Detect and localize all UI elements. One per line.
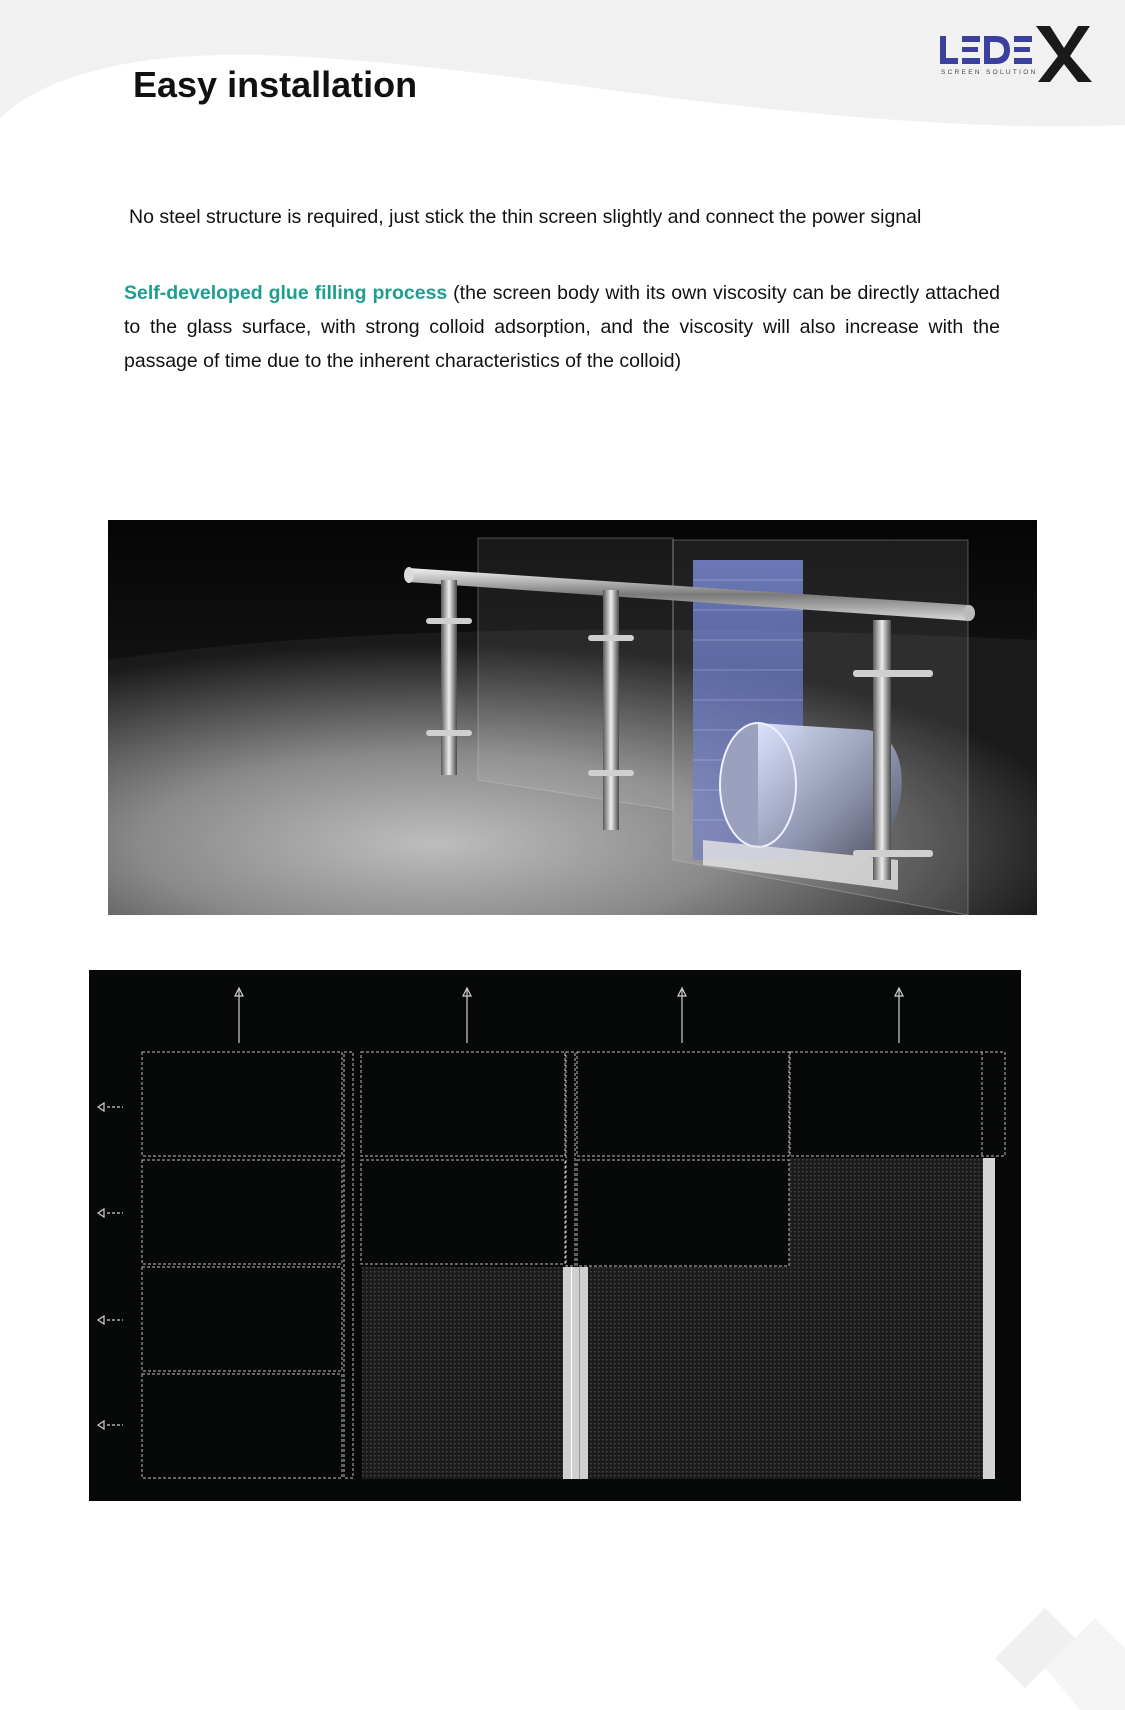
panel-layout-diagram xyxy=(89,970,1021,1501)
brand-logo xyxy=(938,24,1108,84)
page-title: Easy installation xyxy=(133,64,418,105)
intro-text: No steel structure is required, just stick the thin screen slightly and connect the power signal xyxy=(129,206,922,228)
corner-chevron-icon xyxy=(985,1598,1125,1710)
glue-process-body: (the screen body with its own viscosity can be directly attached to the glass surface, with strong colloid adsorption, and the viscosity will also increase with the passage of time due to the inherent characteristics of the colloid) xyxy=(124,282,1000,372)
glue-process-highlight: Self-developed glue filling process xyxy=(124,282,448,304)
glue-process-paragraph xyxy=(124,276,1000,378)
product-photo xyxy=(108,520,1037,915)
logo-tagline: SCREEN SOLUTION xyxy=(941,69,1038,76)
